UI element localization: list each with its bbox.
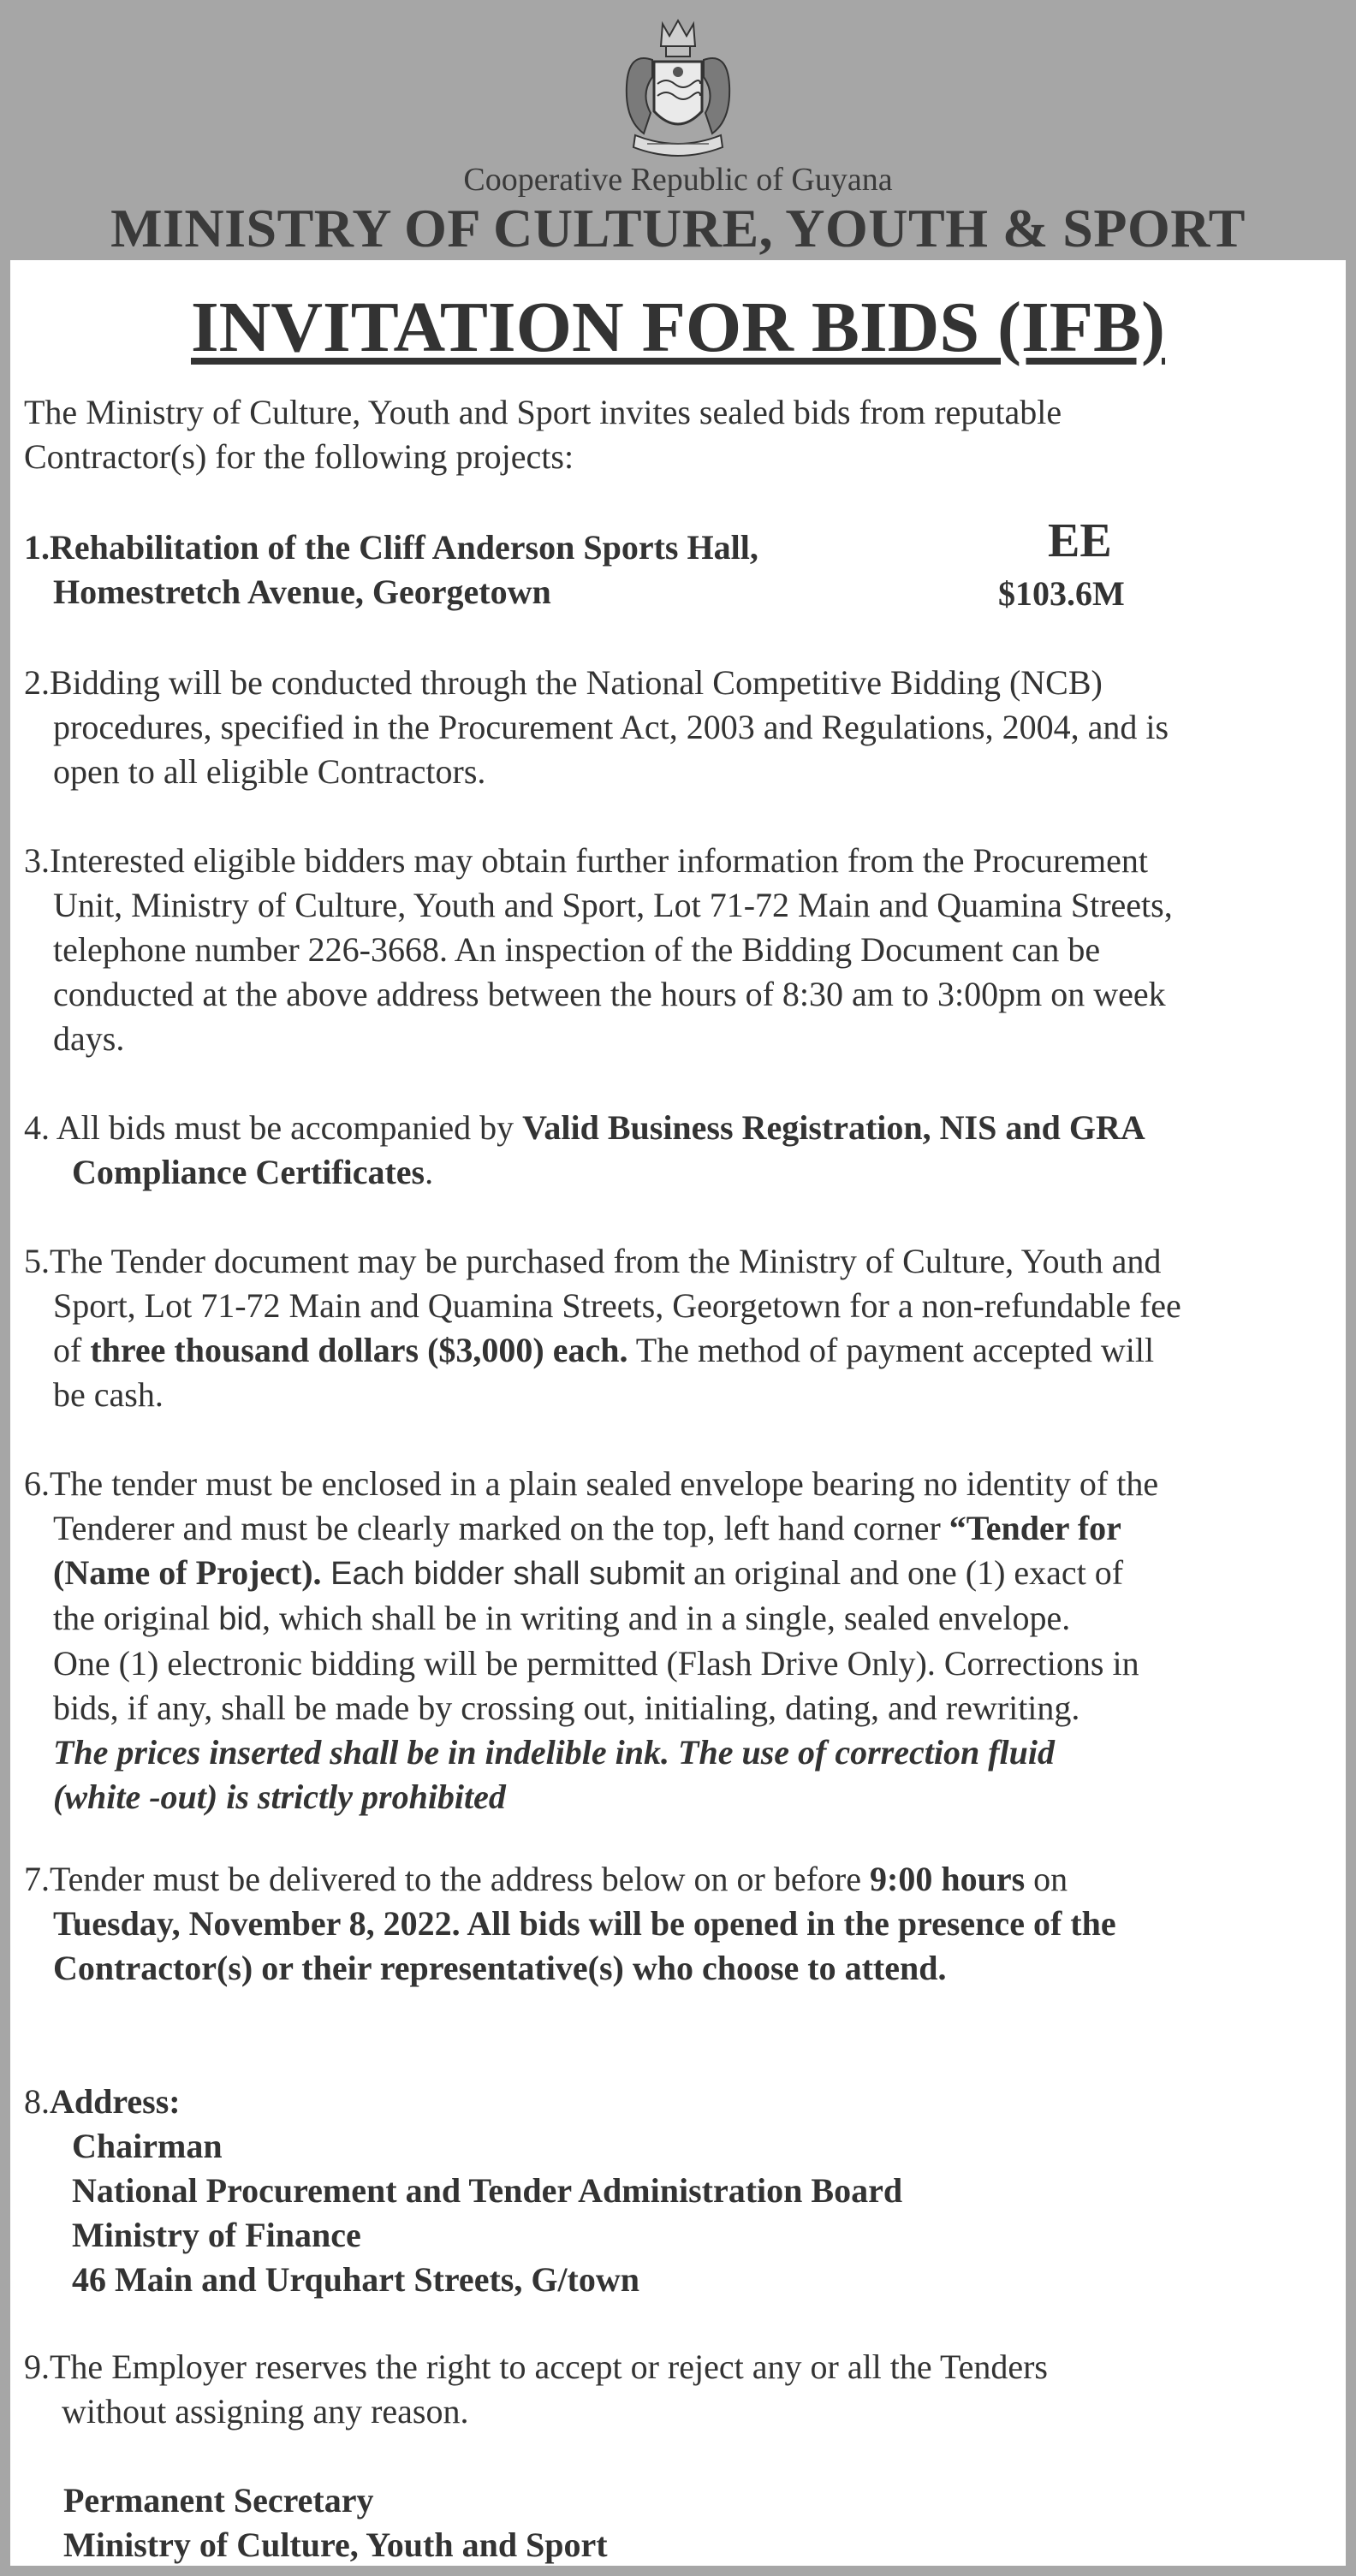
required-documents: Valid Business Registration, NIS and GRA xyxy=(522,1108,1145,1147)
address-line: National Procurement and Tender Administration Board xyxy=(72,2171,903,2210)
address-label: Address: xyxy=(50,2082,181,2121)
ministry-name: MINISTRY OF CULTURE, YOUTH & SPORT xyxy=(110,198,1246,258)
project-item xyxy=(24,525,1342,614)
intro-paragraph xyxy=(24,390,1342,479)
section-line: procedures, specified in the Procurement Act, 2003 and Regulations, 2004, and is xyxy=(53,708,1169,746)
section-5 xyxy=(24,1239,1342,1417)
signature-title: Permanent Secretary xyxy=(63,2481,374,2520)
section-line: Each bidder shall submit xyxy=(321,1556,686,1592)
country-name: Cooperative Republic of Guyana xyxy=(463,162,893,198)
section-number: 8. xyxy=(24,2082,50,2121)
section-3 xyxy=(24,839,1342,1061)
section-line: without assigning any reason. xyxy=(62,2392,469,2431)
address-line: Ministry of Finance xyxy=(72,2216,361,2254)
section-line: 9.The Employer reserves the right to accept or reject any or all the Tenders xyxy=(24,2347,1048,2386)
section-4 xyxy=(24,1106,1342,1195)
section-8-address xyxy=(24,2080,1342,2302)
section-line: The method of payment accepted will xyxy=(627,1331,1155,1369)
notice-title: INVITATION FOR BIDS (IFB) xyxy=(190,288,1166,367)
ink-warning: The prices inserted shall be in indelible ink. The use of correction fluid xyxy=(53,1733,1055,1772)
section-line: . xyxy=(425,1153,434,1191)
ee-value: $103.6M xyxy=(998,574,1125,613)
section-line: One (1) electronic bidding will be permitted (Flash Drive Only). Corrections in xyxy=(53,1644,1139,1683)
intro-line: The Ministry of Culture, Youth and Sport invites sealed bids from reputable xyxy=(24,393,1062,431)
section-line: be cash. xyxy=(53,1375,164,1414)
intro-line: Contractor(s) for the following projects: xyxy=(24,437,574,476)
deadline-date: Tuesday, November 8, 2022. All bids will be opened in the presence of the xyxy=(53,1904,1116,1943)
section-line: of xyxy=(53,1331,91,1369)
notice-body xyxy=(10,260,1346,2566)
section-line: 6.The tender must be enclosed in a plain sealed envelope bearing no identity of the xyxy=(24,1464,1159,1503)
section-line: bids, if any, shall be made by crossing out, initialing, dating, and rewriting. xyxy=(53,1689,1080,1727)
section-line: , which shall be in writing and in a single, sealed envelope. xyxy=(262,1599,1071,1637)
section-line: 5.The Tender document may be purchased from the Ministry of Culture, Youth and xyxy=(24,1242,1162,1280)
section-6 xyxy=(24,1462,1342,1819)
section-line: Sport, Lot 71-72 Main and Quamina Streets, Georgetown for a non-refundable fee xyxy=(53,1286,1181,1325)
signature-org: Ministry of Culture, Youth and Sport xyxy=(63,2526,608,2564)
section-line: Contractor(s) or their representative(s) who choose to attend. xyxy=(53,1949,947,1987)
section-line: 3.Interested eligible bidders may obtain further information from the Procurement xyxy=(24,841,1148,880)
tender-fee: three thousand dollars ($3,000) each. xyxy=(90,1331,628,1369)
section-9 xyxy=(24,2345,1342,2434)
section-line: (Name of Project). xyxy=(53,1553,322,1592)
section-line: “Tender for xyxy=(949,1509,1121,1547)
section-line: bid xyxy=(218,1601,262,1637)
section-line: 4. All bids must be accompanied by xyxy=(24,1108,523,1147)
address-line: 46 Main and Urquhart Streets, G/town xyxy=(72,2260,640,2299)
section-line: telephone number 226-3668. An inspection of the Bidding Document can be xyxy=(53,930,1101,969)
required-documents: Compliance Certificates xyxy=(72,1153,425,1191)
ee-label: EE xyxy=(1048,514,1112,567)
section-line: on xyxy=(1025,1860,1068,1898)
section-line: the original xyxy=(53,1599,219,1637)
project-number: 1. xyxy=(24,528,50,567)
section-7 xyxy=(24,1857,1342,1991)
ink-warning: (white -out) is strictly prohibited xyxy=(53,1778,506,1816)
header-band xyxy=(0,0,1356,260)
section-line: Tenderer and must be clearly marked on the top, left hand corner xyxy=(53,1509,949,1547)
section-2 xyxy=(24,661,1342,794)
section-line: Unit, Ministry of Culture, Youth and Sport, Lot 71-72 Main and Quamina Streets, xyxy=(53,886,1173,924)
section-line: days. xyxy=(53,1019,125,1058)
deadline-time: 9:00 hours xyxy=(870,1860,1026,1898)
address-line: Chairman xyxy=(72,2127,223,2165)
section-line: 7.Tender must be delivered to the address below on or before xyxy=(24,1860,870,1898)
project-name: Rehabilitation of the Cliff Anderson Sports Hall, xyxy=(50,528,758,567)
project-location: Homestretch Avenue, Georgetown xyxy=(53,573,551,611)
section-line: 2.Bidding will be conducted through the National Competitive Bidding (NCB) xyxy=(24,663,1103,702)
section-line: open to all eligible Contractors. xyxy=(53,752,486,791)
coat-of-arms-icon xyxy=(610,17,746,163)
section-line: an original and one (1) exact of xyxy=(685,1553,1124,1592)
section-line: conducted at the above address between the hours of 8:30 am to 3:00pm on week xyxy=(53,975,1166,1013)
signature-block xyxy=(63,2478,608,2567)
